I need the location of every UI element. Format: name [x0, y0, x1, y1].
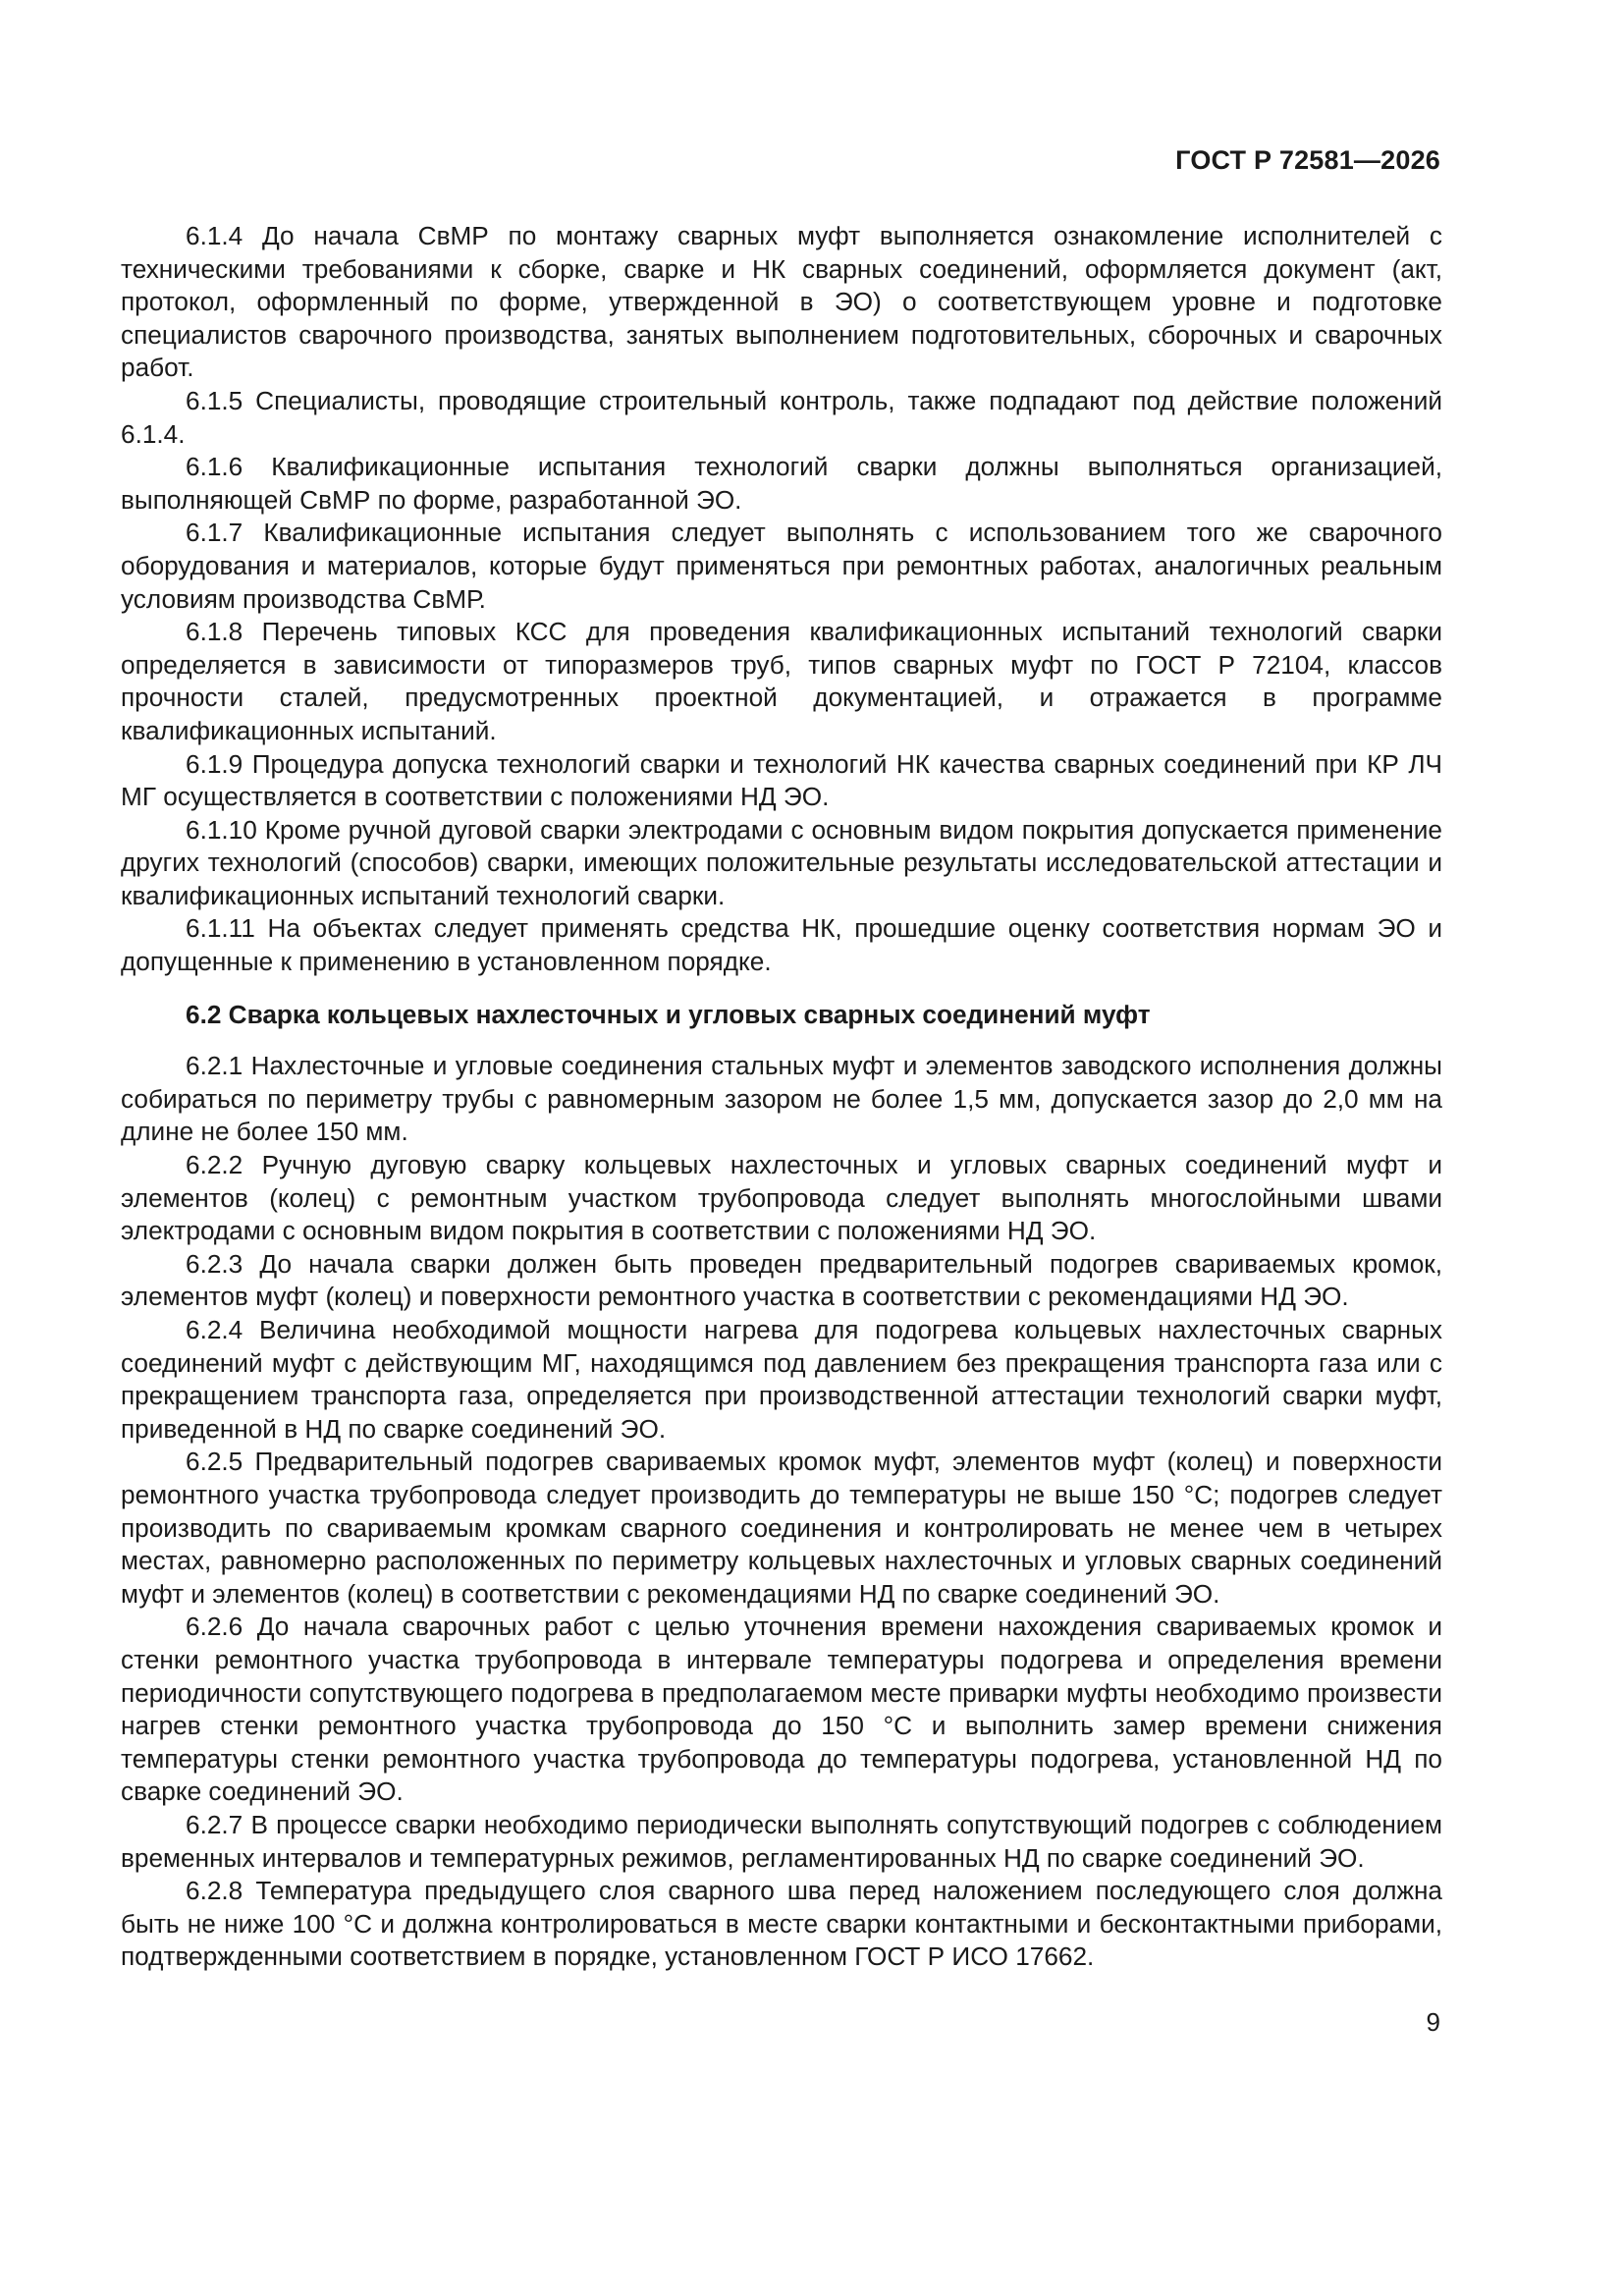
paragraph-6-2-4: 6.2.4 Величина необходимой мощности нагрева для подогрева кольцевых нахлесточных сварных соединений муфт с действующим МГ, находящимся под давлением без прекращения транспорта газа или с прекращением транспорта газа, определяется при производственной аттестации технологий сварки муфт, приведенной в НД по сварке соединений ЭО. [121, 1315, 1442, 1444]
paragraph-6-1-11: 6.1.11 На объектах следует применять средства НК, прошедшие оценку соответствия нормам ЭО и допущенные к применению в установленном порядке. [121, 913, 1442, 977]
paragraph-6-1-6: 6.1.6 Квалификационные испытания технологий сварки должны выполняться организацией, выполняющей СвМР по форме, разработанной ЭО. [121, 452, 1442, 515]
paragraph-6-1-10: 6.1.10 Кроме ручной дуговой сварки электродами с основным видом покрытия допускается применение других технологий (способов) сварки, имеющих положительные результаты исследовательской аттестации и квалификационных испытаний технологий сварки. [121, 814, 1442, 910]
paragraph-6-2-1: 6.2.1 Нахлесточные и угловые соединения стальных муфт и элементов заводского исполнения должны собираться по периметру трубы с равномерным зазором не более 1,5 мм, допускается зазор до 2,0 мм на длине не более 150 мм. [121, 1051, 1442, 1147]
page-number: 9 [1426, 2007, 1440, 2037]
paragraph-6-2-3: 6.2.3 До начала сварки должен быть проведен предварительный подогрев свариваемых кромок, элементов муфт (колец) и поверхности ремонтного участка в соответствии с рекомендациями НД ЭО. [121, 1248, 1442, 1312]
section-heading-6-2: 6.2 Сварка кольцевых нахлесточных и угловых сварных соединений муфт [186, 999, 1151, 1029]
paragraph-6-1-7: 6.1.7 Квалификационные испытания следует выполнять с использованием того же сварочного оборудования и материалов, которые будут применяться при ремонтных работах, аналогичных реальным условиям производства СвМР. [121, 518, 1442, 614]
document-body [121, 220, 1442, 1974]
standard-code-header: ГОСТ Р 72581—2026 [1175, 145, 1440, 175]
paragraph-6-1-8: 6.1.8 Перечень типовых КСС для проведения квалификационных испытаний технологий сварки определяется в зависимости от типоразмеров труб, типов сварных муфт по ГОСТ Р 72104, классов прочности сталей, предусмотренных проектной документацией, и отражается в программе квалификационных испытаний. [121, 617, 1442, 745]
paragraph-6-1-5: 6.1.5 Специалисты, проводящие строительный контроль, также подпадают под действие положений 6.1.4. [121, 385, 1442, 449]
paragraph-6-1-9: 6.1.9 Процедура допуска технологий сварки и технологий НК качества сварных соединений при КР ЛЧ МГ осуществляется в соответствии с положениями НД ЭО. [121, 748, 1442, 812]
paragraph-6-2-8: 6.2.8 Температура предыдущего слоя сварного шва перед наложением последующего слоя должна быть не ниже 100 °С и должна контролироваться в месте сварки контактными и бесконтактными приборами, подтвержденными соответствием в порядке, установленном ГОСТ Р ИСО 17662. [121, 1876, 1442, 1972]
paragraph-6-1-4: 6.1.4 До начала СвМР по монтажу сварных муфт выполняется ознакомление исполнителей с техническими требованиями к сборке, сварке и НК сварных соединений, оформляется документ (акт, протокол, оформленный по форме, утвержденной в ЭО) о соответствующем уровне и подготовке специалистов сварочного производства, занятых выполнением подготовительных, сборочных и сварочных работ. [121, 221, 1442, 383]
paragraph-6-2-2: 6.2.2 Ручную дуговую сварку кольцевых нахлесточных и угловых сварных соединений муфт и элементов (колец) с ремонтным участком трубопровода следует выполнять многослойными швами электродами с основным видом покрытия в соответствии с положениями НД ЭО. [121, 1150, 1442, 1246]
paragraph-6-2-7: 6.2.7 В процессе сварки необходимо периодически выполнять сопутствующий подогрев с соблюдением временных интервалов и температурных режимов, регламентированных НД по сварке соединений ЭО. [121, 1809, 1442, 1873]
paragraph-6-2-6: 6.2.6 До начала сварочных работ с целью уточнения времени нахождения свариваемых кромок и стенки ремонтного участка трубопровода в интервале температуры подогрева и определения времени периодичности сопутствующего подогрева в предполагаемом месте приварки муфты необходимо произвести нагрев стенки ремонтного участка трубопровода до 150 °С и выполнить замер времени снижения температуры стенки ремонтного участка трубопровода до температуры подогрева, установленной НД по сварке соединений ЭО. [121, 1612, 1442, 1807]
paragraph-6-2-5: 6.2.5 Предварительный подогрев свариваемых кромок муфт, элементов муфт (колец) и поверхности ремонтного участка трубопровода следует производить до температуры не выше 150 °С; подогрев следует производить по свариваемым кромкам сварного соединения и контролировать не менее чем в четырех местах, равномерно расположенных по периметру кольцевых нахлесточных и угловых сварных соединений муфт и элементов (колец) в соответствии с рекомендациями НД по сварке соединений ЭО. [121, 1447, 1442, 1609]
